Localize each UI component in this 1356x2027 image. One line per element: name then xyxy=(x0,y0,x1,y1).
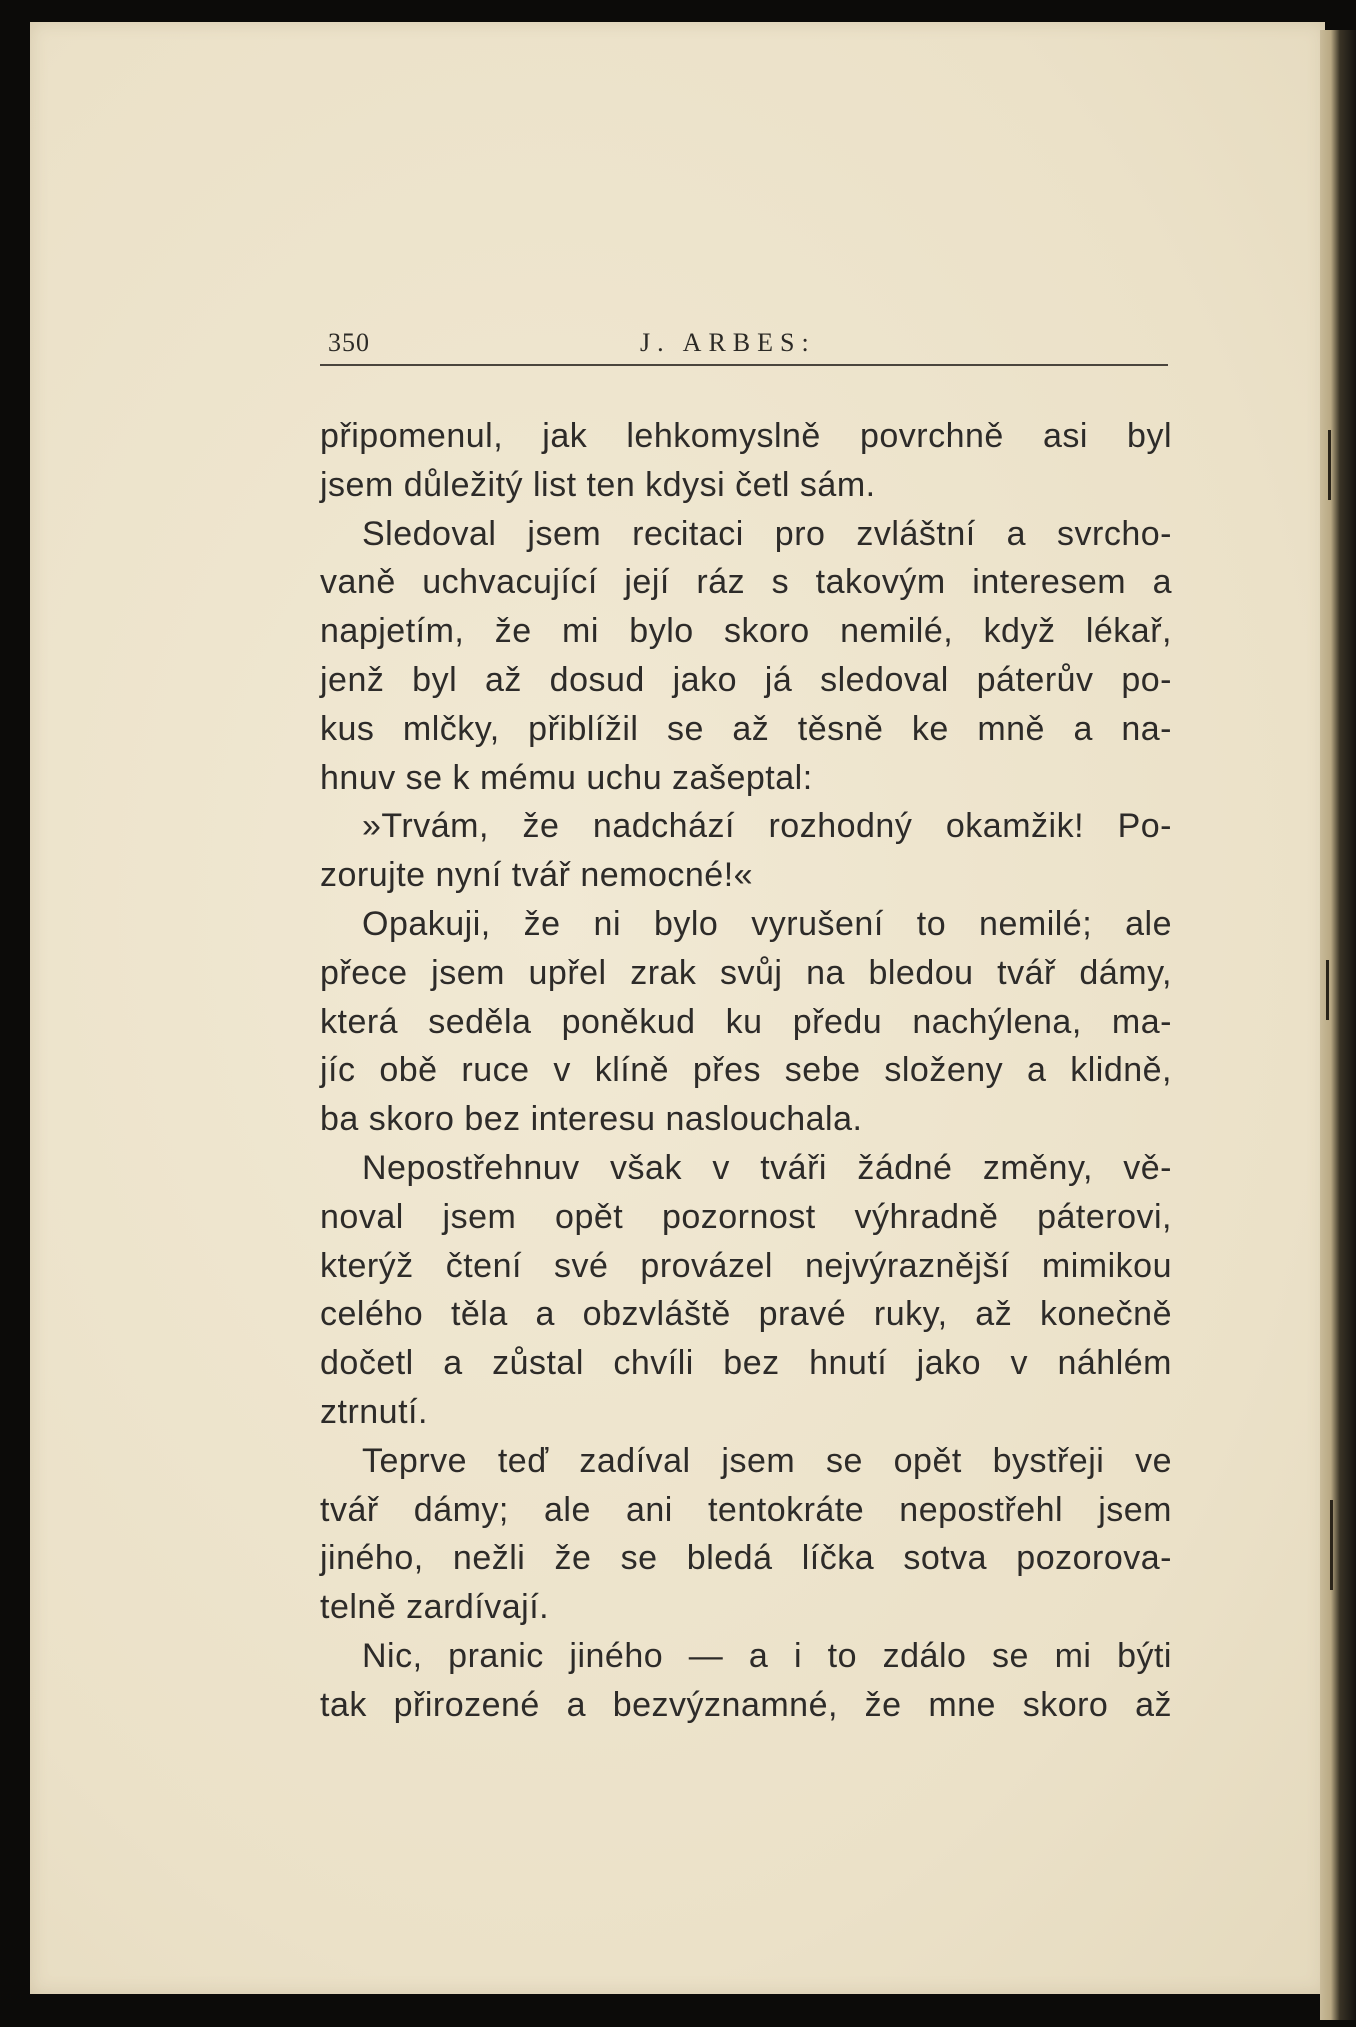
header-rule xyxy=(320,364,1168,366)
text-line: ba skoro bez interesu naslouchala. xyxy=(320,1100,863,1139)
text-line: jenž byl až dosud jako já sledoval páterův po- xyxy=(320,660,1172,699)
text-line: zorujte nyní tvář nemocné!« xyxy=(320,856,754,895)
spine-mark xyxy=(1328,430,1331,500)
text-line: Teprve teď zadíval jsem se opět bystřeji ve xyxy=(362,1441,1172,1480)
running-title: J. ARBES: xyxy=(640,328,816,357)
text-line: připomenul, jak lehkomyslně povrchně asi byl xyxy=(320,417,1172,455)
text-line: Nic, pranic jiného — a i to zdálo se mi býti xyxy=(362,1636,1172,1675)
page-number: 350 xyxy=(328,328,370,357)
page-header xyxy=(320,320,1168,366)
text-line: napjetím, že mi bylo skoro nemilé, když lékař, xyxy=(320,612,1172,651)
body-text xyxy=(320,412,1172,1730)
text-line: jiného, nežli že se bledá líčka sotva pozorova- xyxy=(320,1539,1172,1578)
text-line: kus mlčky, přiblížil se až těsně ke mně a na- xyxy=(320,709,1172,748)
text-line: celého těla a obzvláště pravé ruky, až konečně xyxy=(320,1295,1172,1334)
text-line: Sledoval jsem recitaci pro zvláštní a svrcho- xyxy=(362,514,1172,553)
text-line: Nepostřehnuv však v tváři žádné změny, vě- xyxy=(362,1148,1172,1187)
text-line: Opakuji, že ni bylo vyrušení to nemilé; ale xyxy=(362,904,1172,943)
spine-mark xyxy=(1330,1500,1333,1590)
text-line: vaně uchvacující její ráz s takovým interesem a xyxy=(320,563,1172,602)
text-line: telně zardívají. xyxy=(320,1588,550,1627)
text-line: přece jsem upřel zrak svůj na bledou tvář dámy, xyxy=(320,953,1172,992)
text-line: tak přirozené a bezvýznamné, že mne skoro až xyxy=(320,1685,1172,1724)
spine-mark xyxy=(1326,960,1329,1020)
text-line: dočetl a zůstal chvíli bez hnutí jako v náhlém xyxy=(320,1344,1172,1383)
text-line: hnuv se k mému uchu zašeptal: xyxy=(320,758,813,797)
text-line: jíc obě ruce v klíně přes sebe složeny a klidně, xyxy=(320,1051,1172,1090)
text-line: jsem důležitý list ten kdysi četl sám. xyxy=(320,465,876,504)
text-line: ztrnutí. xyxy=(320,1392,428,1431)
text-line: kterýž čtení své provázel nejvýraznější mimikou xyxy=(320,1246,1172,1285)
book-spine-edge xyxy=(1320,30,1356,2020)
text-line: tvář dámy; ale ani tentokráte nepostřehl jsem xyxy=(320,1490,1172,1529)
text-line: která seděla poněkud ku předu nachýlena, ma- xyxy=(320,1002,1172,1041)
text-line: »Trvám, že nadchází rozhodný okamžik! Po- xyxy=(362,807,1172,846)
text-line: noval jsem opět pozornost výhradně páterovi, xyxy=(320,1197,1172,1236)
